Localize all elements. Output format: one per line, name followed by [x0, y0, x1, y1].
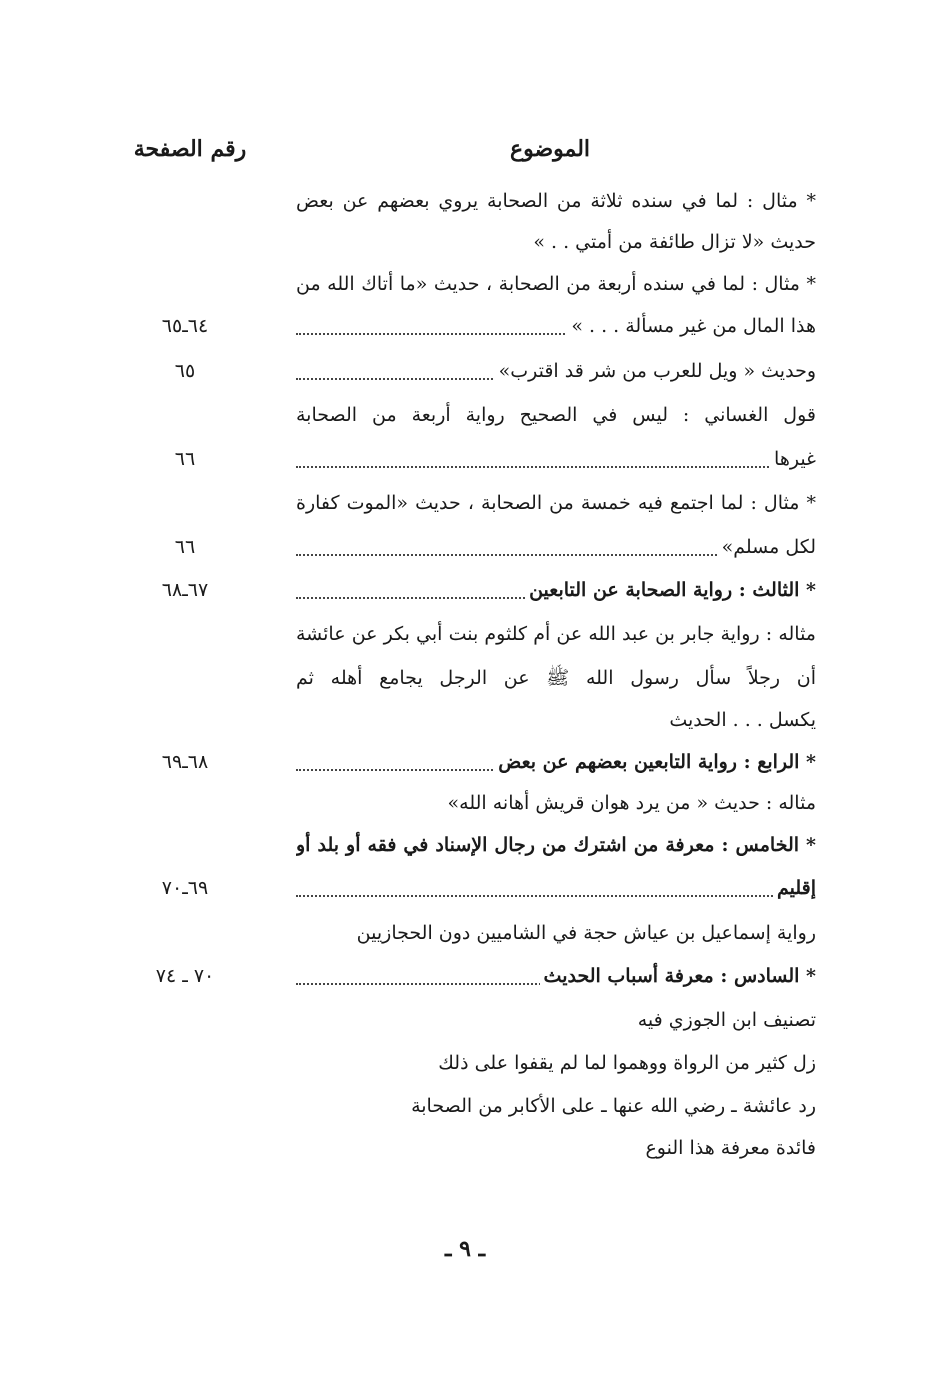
toc-page-number: ٦٨ـ٦٩ [161, 751, 209, 773]
toc-heading-text: * الثالث : رواية الصحابة عن التابعين [525, 579, 816, 601]
toc-line-text: أن رجلاً سأل رسول الله ﷺ عن الرجل يجامع أهله ثم [296, 667, 816, 689]
toc-heading-text: * الخامس : معرفة من اشترك من رجال الإسناد في فقه أو بلد أو [296, 834, 816, 856]
toc-line [296, 483, 816, 523]
toc-line [296, 1086, 816, 1126]
toc-line [296, 395, 816, 435]
toc-line [296, 1128, 816, 1168]
toc-line [296, 264, 816, 304]
toc-page-number: ٦٧ـ٦٨ [161, 579, 209, 601]
toc-line-text: * مثال : لما في سنده أربعة من الصحابة ، حديث «ما أتاك الله من [296, 273, 816, 295]
toc-page-number: ٦٦ [174, 536, 196, 558]
toc-line-text: مثاله : حديث « من يرد هوان قريش أهانه الله» [447, 792, 816, 814]
toc-line [296, 1043, 816, 1083]
toc-page-number: ٦٤ـ٦٥ [161, 315, 209, 337]
toc-line-text: لكل مسلم» [718, 536, 816, 558]
toc-line-text: تصنيف ابن الجوزي فيه [637, 1009, 816, 1031]
column-header-topic: الموضوع [509, 136, 591, 162]
toc-line-text: هذا المال من غير مسألة . . . » [567, 315, 816, 337]
toc-line [296, 614, 816, 654]
toc-line [296, 1000, 816, 1040]
toc-line-text: زل كثير من الرواة ووهموا لما لم يقفوا على ذلك [438, 1052, 816, 1074]
toc-line [296, 700, 816, 740]
toc-line-text: رد عائشة ـ رضي الله عنها ـ على الأكابر من الصحابة [411, 1095, 816, 1117]
toc-entry-line [296, 570, 816, 610]
toc-line-text: حديث «لا تزال طائفة من أمتي . . » [533, 231, 816, 253]
toc-entry-line [296, 527, 816, 567]
column-header-page-number: رقم الصفحة [133, 136, 247, 162]
toc-page-number: ٧٠ ـ ٧٤ [155, 965, 215, 987]
toc-line-text: * مثال : لما في سنده ثلاثة من الصحابة يروي بعضهم عن بعض [296, 190, 816, 212]
toc-line-text: رواية إسماعيل بن عياش حجة في الشاميين دون الحجازيين [356, 922, 816, 944]
toc-page-number: ٦٦ [174, 448, 196, 470]
toc-line [296, 783, 816, 823]
toc-entry-line [296, 306, 816, 346]
toc-entry-line [296, 956, 816, 996]
toc-entry-line [296, 742, 816, 782]
toc-page-number: ٦٩ـ٧٠ [161, 877, 209, 899]
toc-page-number: ٦٥ [174, 360, 196, 382]
toc-line [296, 658, 816, 698]
toc-line-text: وحديث « ويل للعرب من شر قد اقترب» [495, 360, 816, 382]
toc-line-text: فائدة معرفة هذا النوع [645, 1137, 816, 1159]
page-footer-number: ـ ٩ ـ [444, 1236, 486, 1262]
toc-line-text: مثاله : رواية جابر بن عبد الله عن أم كلثوم بنت أبي بكر عن عائشة [296, 623, 816, 645]
toc-entry-line [296, 351, 816, 391]
toc-entry-line [296, 439, 816, 479]
toc-entry-line [296, 868, 816, 908]
toc-heading-text: * السادس : معرفة أسباب الحديث [540, 965, 816, 987]
toc-line-text: * مثال : لما اجتمع فيه خمسة من الصحابة ، حديث «الموت كفارة [296, 492, 816, 514]
toc-line-text: غيرها [770, 448, 816, 470]
toc-line [296, 222, 816, 262]
toc-line-text: يكسل . . . الحديث [669, 709, 816, 731]
toc-heading-text: * الرابع : رواية التابعين بعضهم عن بعض [494, 751, 816, 773]
toc-line [296, 181, 816, 221]
toc-heading-text: إقليم [773, 877, 816, 899]
toc-line [296, 913, 816, 953]
toc-line-text: قول الغساني : ليس في الصحيح رواية أربعة من الصحابة [296, 404, 816, 426]
toc-line [296, 825, 816, 865]
